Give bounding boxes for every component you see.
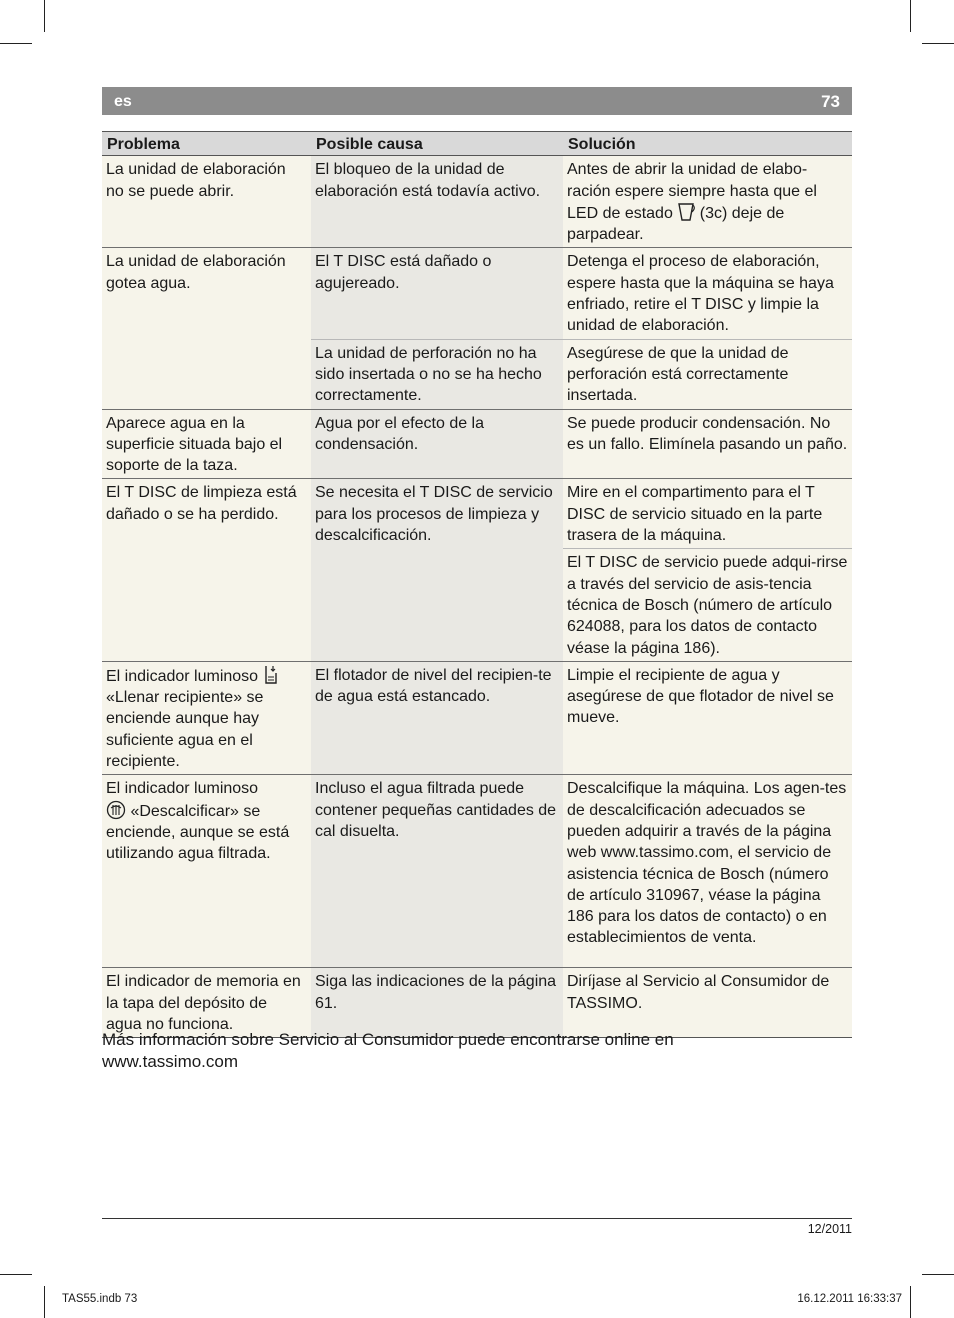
page-header-bar [102,87,852,115]
crop-mark [910,0,911,32]
cause-cell: El flotador de nivel del recipien-te de agua está estancado. [311,661,563,774]
solution-cell: Detenga el proceso de elaboración, espere hasta que la máquina se haya enfriado, retire el T DISC y limpie la unidad de elaboración. [563,248,852,339]
language-code: es [114,93,132,110]
cause-cell: El T DISC está dañado o agujereado. [311,248,563,339]
solution-cell: Se puede producir condensación. No es un fallo. Elimínela pasando un paño. [563,409,852,479]
solution-text: Antes de abrir la unidad de elabo-ración espere siempre hasta que el LED de estado [567,161,817,222]
problem-text: El indicador luminoso [106,667,259,685]
solution-text: (3c) deje de parpadear. [567,204,785,244]
table-row [102,248,852,339]
crop-mark [44,0,45,32]
problem-cell: Aparece agua en la superficie situada bajo el soporte de la taza. [102,409,311,479]
troubleshooting-table [102,131,852,1038]
table-row [102,661,852,774]
table-row [102,409,852,479]
table-row [102,775,852,968]
crop-mark [922,43,954,44]
solution-cell [563,156,852,248]
header-problem: Problema [102,132,311,156]
problem-cell: La unidad de elaboración no se puede abrir. [102,156,311,248]
footer-rule [102,1218,852,1219]
descale-icon [106,800,126,820]
print-slug-file: TAS55.indb 73 [62,1293,138,1305]
table-row [102,479,852,549]
problem-text: «Descalcificar» se enciende, aunque se está utilizando agua filtrada. [106,802,290,863]
fill-water-icon [263,665,279,685]
cause-cell: El bloqueo de la unidad de elaboración está todavía activo. [311,156,563,248]
crop-mark [0,43,32,44]
problem-cell [102,661,311,774]
solution-cell: Mire en el compartimento para el T DISC de servicio situado en la parte trasera de la máquina. [563,479,852,549]
cause-cell: Se necesita el T DISC de servicio para los procesos de limpieza y descalcificación. [311,479,563,661]
table-header-row [102,132,852,156]
solution-cell: El T DISC de servicio puede adqui-rirse a través del servicio de asis-tencia técnica de Bosch (número de artículo 624088, para los datos de contacto véase la página 186). [563,549,852,661]
header-solution: Solución [563,132,852,156]
problem-cell [102,775,311,968]
edition-date: 12/2011 [807,1222,852,1236]
problem-text: El indicador luminoso [106,780,259,798]
crop-mark [44,1286,45,1318]
page-number: 73 [821,92,840,111]
table-row [102,968,852,1038]
cup-status-icon [677,202,695,222]
cause-cell: La unidad de perforación no ha sido insertada o no se ha hecho correctamente. [311,339,563,409]
header-cause: Posible causa [311,132,563,156]
print-slug-timestamp: 16.12.2011 16:33:37 [797,1293,902,1305]
problem-cell: La unidad de elaboración gotea agua. [102,248,311,409]
table-row [102,156,852,248]
solution-cell: Asegúrese de que la unidad de perforación está correctamente insertada. [563,339,852,409]
solution-cell: Descalcifique la máquina. Los agen-tes de descalcificación adecuados se pueden adquirir a través de la página web www.tassimo.com, el servicio de asistencia técnica de Bosch (número de artículo 310967, véase la página 186 para los datos de contacto) o en establecimientos de venta. [563,775,852,968]
cause-cell: Incluso el agua filtrada puede contener pequeñas cantidades de cal disuelta. [311,775,563,968]
problem-text: «Llenar recipiente» se enciende aunque hay suficiente agua en el recipiente. [106,689,264,771]
crop-mark [922,1274,954,1275]
cause-cell: Siga las indicaciones de la página 61. [311,968,563,1038]
cause-cell: Agua por el efecto de la condensación. [311,409,563,479]
crop-mark [0,1274,32,1275]
crop-mark [910,1286,911,1318]
consumer-service-note: Más información sobre Servicio al Consumidor puede encontrarse online en www.tassimo.com [102,1030,674,1071]
solution-cell: Diríjase al Servicio al Consumidor de TASSIMO. [563,968,852,1038]
solution-cell: Limpie el recipiente de agua y asegúrese de que flotador de nivel se mueve. [563,661,852,774]
problem-cell: El indicador de memoria en la tapa del depósito de agua no funciona. [102,968,311,1038]
problem-cell: El T DISC de limpieza está dañado o se ha perdido. [102,479,311,661]
